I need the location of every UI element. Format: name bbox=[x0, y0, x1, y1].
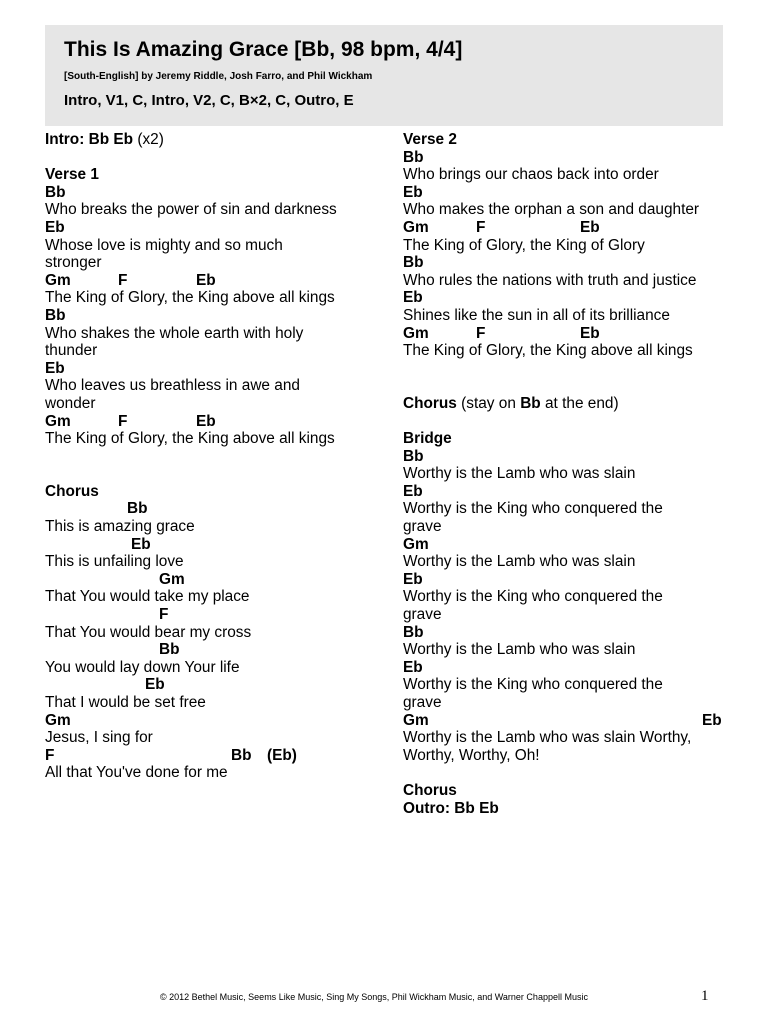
spacer bbox=[403, 360, 733, 378]
right-column bbox=[403, 131, 733, 817]
chord: F bbox=[118, 271, 128, 289]
copyright-notice: © 2012 Bethel Music, Seems Like Music, Sing My Songs, Phil Wickham Music, and Warner Chappell Music bbox=[160, 992, 588, 1002]
chord-line: Bb bbox=[403, 623, 424, 641]
chord-line bbox=[45, 747, 385, 765]
song-title: This Is Amazing Grace [Bb, 98 bpm, 4/4] bbox=[64, 38, 463, 61]
lyric-line: Shines like the sun in all of its brilliance bbox=[403, 306, 670, 324]
chord-line bbox=[45, 536, 385, 554]
chord-line bbox=[45, 676, 385, 694]
chord-line bbox=[45, 500, 385, 518]
chord-line: Bb bbox=[403, 447, 424, 465]
spacer bbox=[45, 465, 385, 483]
lyric-line: wonder bbox=[45, 394, 96, 412]
chord: Gm bbox=[403, 711, 429, 729]
chord-line bbox=[45, 413, 385, 431]
chorus-note-chord: Bb bbox=[520, 394, 541, 412]
lyric-line: thunder bbox=[45, 342, 98, 360]
verse1-label: Verse 1 bbox=[45, 166, 99, 184]
chord-line: Eb bbox=[403, 570, 423, 588]
chord-line bbox=[45, 571, 385, 589]
page-number: 1 bbox=[701, 988, 709, 1004]
chord-line: Gm bbox=[403, 535, 429, 553]
chord: F bbox=[476, 218, 486, 236]
chord: F bbox=[159, 606, 169, 624]
chord-line: Eb bbox=[403, 482, 423, 500]
chord: Eb bbox=[580, 324, 600, 342]
chord: Eb bbox=[145, 676, 165, 694]
lyric-line: Worthy is the Lamb who was slain Worthy, bbox=[403, 729, 692, 747]
lyric-line: Worthy, Worthy, Oh! bbox=[403, 746, 540, 764]
lyric-line: This is unfailing love bbox=[45, 553, 184, 571]
bridge-label: Bridge bbox=[403, 430, 452, 448]
lyric-line: You would lay down Your life bbox=[45, 658, 240, 676]
spacer bbox=[403, 764, 733, 782]
chorus-note-pre: (stay on bbox=[456, 394, 521, 412]
chord: Gm bbox=[159, 570, 185, 588]
lyric-line: Worthy is the King who conquered the bbox=[403, 588, 663, 606]
chord-line: Eb bbox=[45, 359, 65, 377]
lyric-line: stronger bbox=[45, 254, 102, 272]
spacer bbox=[45, 448, 385, 466]
chord-line: Bb bbox=[403, 148, 424, 166]
chord-line: Eb bbox=[45, 218, 65, 236]
lyric-line: Worthy is the Lamb who was slain bbox=[403, 641, 636, 659]
lyric-line: That You would bear my cross bbox=[45, 623, 252, 641]
chorus-label: Chorus bbox=[403, 394, 457, 412]
final-chorus-label: Chorus bbox=[403, 781, 457, 799]
intro-repeat: (x2) bbox=[133, 131, 164, 148]
chorus-note-post: at the end) bbox=[540, 394, 619, 412]
lyric-line: All that You've done for me bbox=[45, 764, 228, 782]
lyric-line: Who breaks the power of sin and darkness bbox=[45, 201, 337, 219]
chord: Gm bbox=[403, 218, 429, 236]
spacer bbox=[403, 377, 733, 395]
lyric-line: The King of Glory, the King above all kings bbox=[45, 430, 335, 448]
chord: Bb bbox=[127, 500, 148, 518]
lyric-line: grave bbox=[403, 694, 442, 711]
song-structure: Intro, V1, C, Intro, V2, C, B×2, C, Outro, E bbox=[64, 92, 354, 109]
left-column bbox=[45, 131, 385, 782]
chord-line bbox=[403, 325, 733, 343]
chord: Eb bbox=[131, 535, 151, 553]
outro-label: Outro: Bb Eb bbox=[403, 799, 499, 817]
intro-label: Intro: Bb Eb bbox=[45, 131, 134, 148]
lyric-line: Who makes the orphan a son and daughter bbox=[403, 201, 700, 219]
chord-line bbox=[403, 712, 733, 730]
chord: F bbox=[476, 324, 486, 342]
chord: Eb bbox=[196, 412, 216, 430]
spacer bbox=[403, 413, 733, 431]
lyric-line: The King of Glory, the King of Glory bbox=[403, 236, 645, 254]
chord: Eb bbox=[580, 218, 600, 236]
lyric-line: Who brings our chaos back into order bbox=[403, 166, 659, 184]
chord-line bbox=[45, 641, 385, 659]
lyric-line: grave bbox=[403, 606, 442, 624]
chord: Bb bbox=[231, 746, 252, 764]
chord: Gm bbox=[45, 271, 71, 289]
chord-line: Eb bbox=[403, 289, 423, 307]
chord-line: Bb bbox=[403, 254, 424, 272]
lyric-line: Worthy is the Lamb who was slain bbox=[403, 553, 636, 571]
chord-line: Bb bbox=[45, 183, 66, 201]
chord: Eb bbox=[196, 271, 216, 289]
chord: Eb bbox=[702, 711, 722, 729]
lyric-line: grave bbox=[403, 518, 442, 536]
chord-line bbox=[403, 219, 733, 237]
chord-line bbox=[45, 272, 385, 290]
lyric-line: Worthy is the King who conquered the bbox=[403, 500, 663, 518]
lyric-line: That You would take my place bbox=[45, 588, 250, 606]
song-header bbox=[45, 25, 723, 126]
lyric-line: Who shakes the whole earth with holy bbox=[45, 324, 304, 342]
chord-line: Gm bbox=[45, 711, 71, 729]
chord: Bb bbox=[159, 641, 180, 659]
lyric-line: This is amazing grace bbox=[45, 518, 195, 536]
intro-line bbox=[45, 131, 385, 149]
lyric-line: Jesus, I sing for bbox=[45, 729, 153, 747]
chord: Gm bbox=[45, 412, 71, 430]
chord-line: Bb bbox=[45, 306, 66, 324]
lyric-line: The King of Glory, the King above all kings bbox=[403, 342, 693, 360]
chord-line: Eb bbox=[403, 658, 423, 676]
lyric-line: Whose love is mighty and so much bbox=[45, 236, 283, 254]
chord: F bbox=[118, 412, 128, 430]
chorus-instruction bbox=[403, 395, 733, 413]
lyric-line: The King of Glory, the King above all kings bbox=[45, 289, 335, 307]
song-credits: [South-English] by Jeremy Riddle, Josh Farro, and Phil Wickham bbox=[64, 71, 373, 82]
spacer bbox=[45, 149, 385, 167]
lyric-line: Who leaves us breathless in awe and bbox=[45, 377, 300, 395]
lyric-line: Who rules the nations with truth and justice bbox=[403, 271, 697, 289]
chord: (Eb) bbox=[267, 746, 297, 764]
chord: Gm bbox=[403, 324, 429, 342]
chord-line: Eb bbox=[403, 183, 423, 201]
chorus-label: Chorus bbox=[45, 482, 99, 500]
chord-line bbox=[45, 606, 385, 624]
chord: F bbox=[45, 746, 55, 764]
lyric-line: That I would be set free bbox=[45, 694, 206, 711]
lyric-line: Worthy is the King who conquered the bbox=[403, 676, 663, 694]
lyric-line: Worthy is the Lamb who was slain bbox=[403, 465, 636, 483]
verse2-label: Verse 2 bbox=[403, 131, 457, 148]
